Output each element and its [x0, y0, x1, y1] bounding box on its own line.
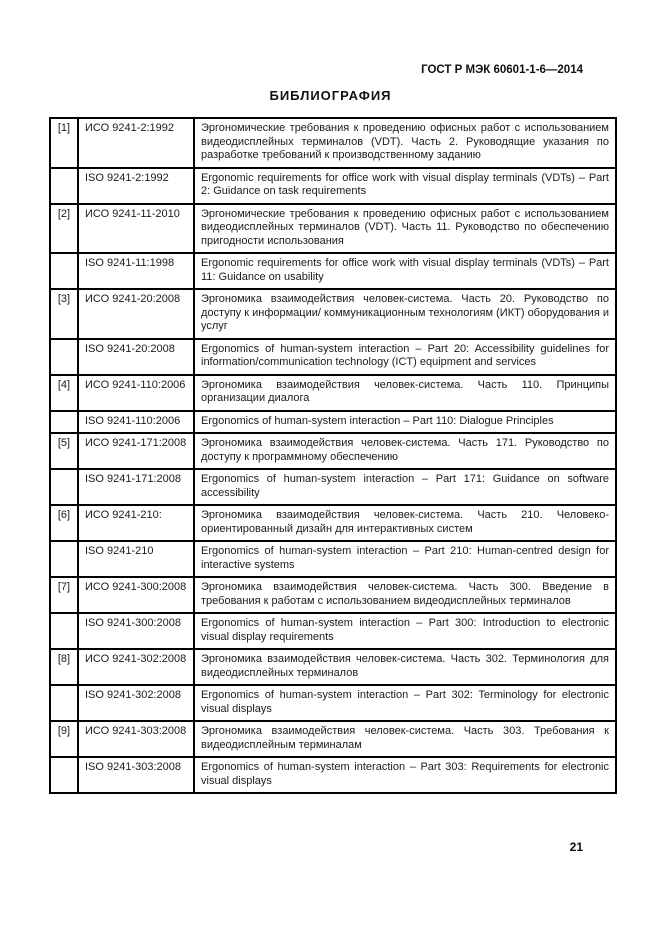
entry-code-ru: ИСО 9241-210:: [78, 505, 194, 541]
entry-desc-en: Ergonomics of human-system interaction – Part 110: Dialogue Principles: [194, 411, 616, 434]
document-header: ГОСТ Р МЭК 60601-1-6—2014: [421, 64, 583, 76]
table-row: [50, 613, 616, 649]
table-row: [50, 118, 616, 168]
table-row: [50, 577, 616, 613]
entry-code-ru: ИСО 9241-303:2008: [78, 721, 194, 757]
entry-desc-ru: Эргономика взаимодействия человек-система. Часть 20. Руководство по доступу к информации/ коммуникационным технологиям (ИКТ) оборудования и услуг: [194, 289, 616, 339]
entry-code-ru: ИСО 9241-300:2008: [78, 577, 194, 613]
entry-desc-en: Ergonomics of human-system interaction – Part 20: Accessibility guidelines for information/communication technology (ICT) equipment and services: [194, 339, 616, 375]
table-row: [50, 505, 616, 541]
entry-desc-en: Ergonomics of human-system interaction – Part 302: Terminology for electronic visual displays: [194, 685, 616, 721]
page-number: 21: [569, 840, 583, 854]
entry-ref: [3]: [50, 289, 78, 339]
entry-desc-en: Ergonomics of human-system interaction – Part 210: Human-centred design for interactive systems: [194, 541, 616, 577]
entry-ref: [6]: [50, 505, 78, 541]
entry-ref: [7]: [50, 577, 78, 613]
entry-desc-en: Ergonomics of human-system interaction – Part 171: Guidance on software accessibility: [194, 469, 616, 505]
table-row: [50, 204, 616, 254]
entry-code-en: ISO 9241-302:2008: [78, 685, 194, 721]
entry-ref: [9]: [50, 721, 78, 757]
entry-desc-ru: Эргономические требования к проведению офисных работ с использованием видеодисплейных терминалов (VDT). Часть 2. Руководящие указания по разработке требований к производственному заданию: [194, 118, 616, 168]
page-title: БИБЛИОГРАФИЯ: [269, 88, 392, 103]
entry-desc-ru: Эргономика взаимодействия человек-система. Часть 300. Введение в требования к работам с использованием видеодисплейных терминалов: [194, 577, 616, 613]
entry-desc-en: Ergonomics of human-system interaction – Part 300: Introduction to electronic visual display requirements: [194, 613, 616, 649]
entry-ref-empty: [50, 411, 78, 434]
entry-code-en: ISO 9241-20:2008: [78, 339, 194, 375]
table-row: [50, 339, 616, 375]
entry-ref-empty: [50, 757, 78, 793]
entry-ref: [1]: [50, 118, 78, 168]
entry-desc-ru: Эргономические требования к проведению офисных работ с использованием видеодисплейных терминалов (VDT). Часть 11. Руководство по обеспечению пригодности использования: [194, 204, 616, 254]
table-row: [50, 433, 616, 469]
entry-desc-ru: Эргономика взаимодействия человек-система. Часть 110. Принципы организации диалога: [194, 375, 616, 411]
table-row: [50, 411, 616, 434]
entry-ref: [5]: [50, 433, 78, 469]
entry-code-en: ISO 9241-171:2008: [78, 469, 194, 505]
entry-desc-ru: Эргономика взаимодействия человек-система. Часть 210. Человеко-ориентированный дизайн для интерактивных систем: [194, 505, 616, 541]
entry-code-en: ISO 9241-2:1992: [78, 168, 194, 204]
entry-desc-ru: Эргономика взаимодействия человек-система. Часть 302. Терминология для видеодисплейных терминалов: [194, 649, 616, 685]
entry-ref-empty: [50, 168, 78, 204]
table-row: [50, 757, 616, 793]
bibliography-table: [49, 117, 617, 794]
entry-desc-en: Ergonomics of human-system interaction – Part 303: Requirements for electronic visual displays: [194, 757, 616, 793]
entry-code-en: ISO 9241-303:2008: [78, 757, 194, 793]
entry-ref-empty: [50, 339, 78, 375]
table-row: [50, 541, 616, 577]
entry-code-en: ISO 9241-300:2008: [78, 613, 194, 649]
entry-code-en: ISO 9241-110:2006: [78, 411, 194, 434]
entry-code-ru: ИСО 9241-110:2006: [78, 375, 194, 411]
entry-code-ru: ИСО 9241-11-2010: [78, 204, 194, 254]
entry-ref-empty: [50, 541, 78, 577]
entry-ref: [8]: [50, 649, 78, 685]
entry-desc-ru: Эргономика взаимодействия человек-система. Часть 303. Требования к видеодисплейным терминалам: [194, 721, 616, 757]
entry-code-ru: ИСО 9241-302:2008: [78, 649, 194, 685]
entry-desc-ru: Эргономика взаимодействия человек-система. Часть 171. Руководство по доступу к программному обеспечению: [194, 433, 616, 469]
entry-ref-empty: [50, 685, 78, 721]
entry-ref-empty: [50, 469, 78, 505]
entry-code-ru: ИСО 9241-171:2008: [78, 433, 194, 469]
entry-code-ru: ИСО 9241-20:2008: [78, 289, 194, 339]
entry-code-en: ISO 9241-210: [78, 541, 194, 577]
table-row: [50, 685, 616, 721]
entry-desc-en: Ergonomic requirements for office work with visual display terminals (VDTs) – Part 2: Guidance on task requirements: [194, 168, 616, 204]
table-row: [50, 253, 616, 289]
table-row: [50, 721, 616, 757]
entry-code-ru: ИСО 9241-2:1992: [78, 118, 194, 168]
entry-desc-en: Ergonomic requirements for office work with visual display terminals (VDTs) – Part 11: Guidance on usability: [194, 253, 616, 289]
entry-code-en: ISO 9241-11:1998: [78, 253, 194, 289]
table-row: [50, 469, 616, 505]
entry-ref-empty: [50, 253, 78, 289]
table-row: [50, 375, 616, 411]
entry-ref-empty: [50, 613, 78, 649]
table-row: [50, 168, 616, 204]
table-row: [50, 289, 616, 339]
entry-ref: [2]: [50, 204, 78, 254]
table-row: [50, 649, 616, 685]
entry-ref: [4]: [50, 375, 78, 411]
